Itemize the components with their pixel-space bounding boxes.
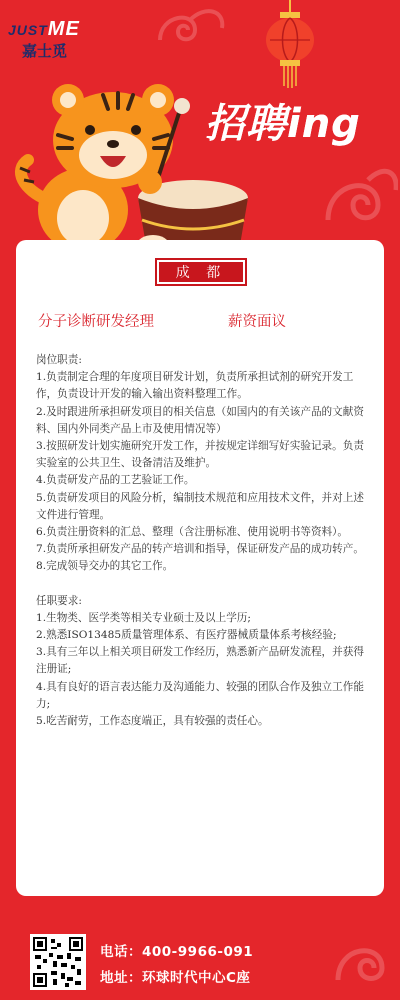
duties-section	[36, 352, 368, 576]
tiger-drummer-illustration	[8, 60, 253, 260]
logo-text-prefix: JUST	[8, 22, 48, 38]
duty-item: 7.负责所承担研发产品的转产培训和指导，保证研发产品的成功转产。	[36, 543, 364, 556]
requirement-item: 2.熟悉ISO13485质量管理体系、有医疗器械质量体系考核经验;	[36, 629, 337, 642]
headline: 招聘ing	[205, 101, 361, 147]
requirement-item: 3.具有三年以上相关项目研发工作经历，熟悉新产品研发流程，并获得注册证;	[36, 646, 364, 676]
requirements-section	[36, 593, 368, 731]
lantern-icon	[262, 0, 318, 90]
job-title: 分子诊断研发经理	[38, 314, 154, 330]
duty-item: 8.完成领导交办的其它工作。	[36, 560, 174, 573]
requirement-item: 4.具有良好的语言表达能力及沟通能力、较强的团队合作及独立工作能力;	[36, 680, 364, 710]
salary-text: 薪资面议	[228, 314, 286, 330]
cloud-swirl-decoration-right	[318, 150, 398, 230]
duty-item: 1.负责制定合理的年度项目研发计划，负责所承担试剂的研究开发工作，负责设计开发的输入输出资料整理工作。	[36, 371, 354, 401]
duty-item: 5.负责研发项目的风险分析，编制技术规范和应用技术文件，并对上述文件进行管理。	[36, 491, 364, 521]
duty-item: 2.及时跟进所承担研发项目的相关信息（如国内的有关该产品的文献资料、国内外同类产品上市及使用情况等）	[36, 405, 364, 435]
duty-item: 3.按照研发计划实施研究开发工作，并按规定详细写好实验记录。负责实验室的公共卫生、设备清洁及维护。	[36, 440, 364, 470]
qr-code[interactable]	[30, 934, 86, 990]
requirement-item: 1.生物类、医学类等相关专业硕士及以上学历;	[36, 611, 251, 624]
cloud-swirl-decoration-top	[150, 0, 230, 50]
city-badge: 成 都	[155, 258, 247, 286]
job-description	[36, 352, 368, 747]
contact-address: 地址：环球时代中心C座	[100, 970, 251, 986]
qr-code-icon	[33, 937, 83, 987]
duties-heading: 岗位职责:	[36, 354, 82, 366]
duty-item: 6.负责注册资料的汇总、整理（含注册标准、使用说明书等资料）。	[36, 526, 349, 539]
cloud-swirl-decoration-bottom	[330, 920, 400, 990]
requirement-item: 5.吃苦耐劳，工作态度端正，具有较强的责任心。	[36, 715, 269, 728]
logo-text-suffix: ME	[47, 18, 80, 40]
requirements-heading: 任职要求:	[36, 594, 82, 607]
contact-phone[interactable]: 电话：400-9966-091	[100, 944, 254, 960]
logo-chinese-name: 嘉士觅	[22, 42, 68, 60]
job-card	[16, 240, 384, 896]
duty-item: 4.负责研发产品的工艺验证工作。	[36, 474, 195, 487]
